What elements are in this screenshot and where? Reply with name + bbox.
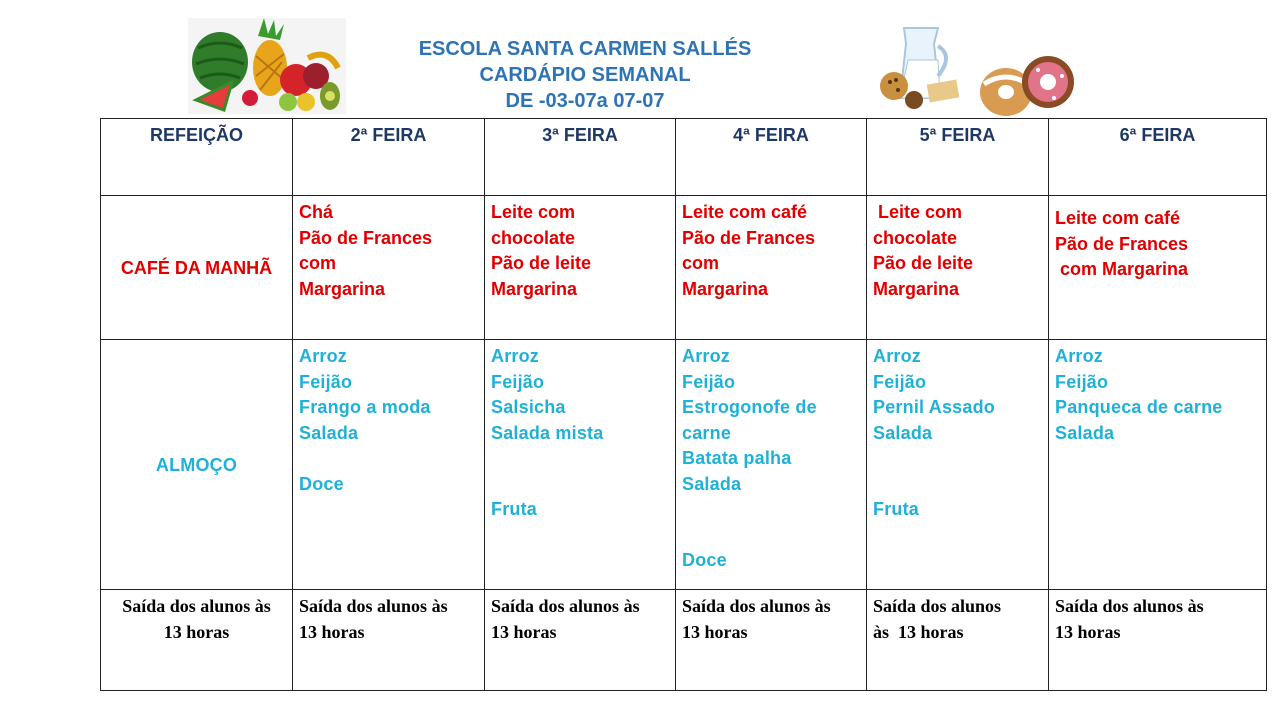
exit-text: 13 horas <box>682 621 748 642</box>
menu-item: com <box>682 253 720 273</box>
date-range: DE -03-07a 07-07 <box>505 90 665 112</box>
school-name: ESCOLA SANTA CARMEN SALLÉS <box>418 38 752 60</box>
menu-item: Feijão <box>299 371 353 392</box>
breakfast-monday <box>293 196 485 340</box>
page-title <box>340 36 830 114</box>
weekly-menu-table <box>100 118 1267 691</box>
exit-text: às 13 horas <box>873 621 964 642</box>
menu-item: com Margarina <box>1055 259 1189 279</box>
lunch-thursday <box>867 340 1049 590</box>
menu-item: Salsicha <box>491 397 566 417</box>
exit-label-line: 13 horas <box>163 621 230 642</box>
breakfast-wednesday <box>676 196 867 340</box>
header-cell-friday: 6ª FEIRA <box>1049 119 1267 196</box>
header-cell-tuesday: 3ª FEIRA <box>485 119 676 196</box>
menu-item: Salada <box>873 422 933 443</box>
menu-item: Salada <box>682 473 742 494</box>
exit-monday <box>293 590 485 691</box>
menu-item: Frango a moda <box>299 397 431 417</box>
spacer <box>682 497 860 523</box>
menu-item: Pão de leite <box>873 253 974 273</box>
menu-item: chocolate <box>491 227 576 248</box>
header-cell-monday: 2ª FEIRA <box>293 119 485 196</box>
menu-item: chocolate <box>873 227 958 248</box>
menu-item: Feijão <box>682 371 736 392</box>
exit-text: 13 horas <box>491 621 557 642</box>
menu-item: Arroz <box>491 346 540 366</box>
menu-item: Leite com café <box>1055 208 1181 228</box>
menu-item: Leite com <box>873 202 963 222</box>
menu-item: Arroz <box>299 346 348 366</box>
menu-item: Salada <box>299 422 359 443</box>
breakfast-friday <box>1049 196 1267 340</box>
menu-item: Leite com <box>491 202 576 222</box>
breakfast-row <box>101 196 1267 340</box>
menu-item: Margarina <box>299 278 386 299</box>
menu-item: Arroz <box>873 346 922 366</box>
header-cell-thursday: 5ª FEIRA <box>867 119 1049 196</box>
menu-item: Pão de Frances <box>1055 233 1189 254</box>
exit-row <box>101 590 1267 691</box>
exit-label <box>101 590 293 691</box>
spacer <box>873 446 1042 472</box>
menu-item: Chá <box>299 202 334 222</box>
menu-item: Feijão <box>1055 371 1109 392</box>
breakfast-tuesday <box>485 196 676 340</box>
exit-friday <box>1049 590 1267 691</box>
exit-text: Saída dos alunos às <box>682 596 831 616</box>
menu-item: Salada <box>1055 422 1115 443</box>
lunch-tuesday <box>485 340 676 590</box>
header-cell-meal: REFEIÇÃO <box>101 119 293 196</box>
breakfast-thursday <box>867 196 1049 340</box>
lunch-friday <box>1049 340 1267 590</box>
menu-item: Feijão <box>491 371 545 392</box>
menu-title: CARDÁPIO SEMANAL <box>479 64 691 86</box>
menu-item: Fruta <box>873 499 919 519</box>
lunch-row <box>101 340 1267 590</box>
exit-label-line: Saída dos alunos às <box>122 596 271 616</box>
header-cell-wednesday: 4ª FEIRA <box>676 119 867 196</box>
menu-item: Fruta <box>491 499 537 519</box>
menu-item: Batata palha <box>682 448 792 468</box>
menu-item: Doce <box>299 473 344 494</box>
exit-text: Saída dos alunos às <box>299 596 448 616</box>
exit-text: Saída dos alunos às <box>491 596 640 616</box>
exit-thursday <box>867 590 1049 691</box>
spacer <box>491 472 669 498</box>
menu-item: Pão de Frances <box>682 227 816 248</box>
menu-item: Margarina <box>682 278 769 299</box>
menu-item: Leite com café <box>682 202 808 222</box>
menu-item: Panqueca de carne <box>1055 397 1223 417</box>
menu-item: Pão de Frances <box>299 227 433 248</box>
lunch-wednesday <box>676 340 867 590</box>
menu-item: Pernil Assado <box>873 397 995 417</box>
exit-text: Saída dos alunos às <box>1055 596 1204 616</box>
menu-item: Feijão <box>873 371 927 392</box>
spacer <box>491 446 669 472</box>
menu-item: Doce <box>682 550 727 570</box>
milk-cookies-donuts-illustration-icon <box>866 10 1084 122</box>
menu-item: Margarina <box>873 278 960 299</box>
menu-item: com <box>299 253 337 273</box>
header-row <box>101 119 1267 196</box>
menu-item: Pão de leite <box>491 253 592 273</box>
fruits-illustration-icon <box>188 18 346 114</box>
exit-wednesday <box>676 590 867 691</box>
exit-text: Saída dos alunos <box>873 596 1002 616</box>
menu-item: Salada mista <box>491 422 604 443</box>
exit-tuesday <box>485 590 676 691</box>
spacer <box>682 523 860 549</box>
spacer <box>299 446 478 472</box>
lunch-label: ALMOÇO <box>101 340 293 590</box>
menu-item: Arroz <box>682 346 731 366</box>
exit-text: 13 horas <box>299 621 365 642</box>
menu-item: carne <box>682 422 732 443</box>
menu-item: Estrogonofe de <box>682 397 817 417</box>
exit-text: 13 horas <box>1055 621 1121 642</box>
menu-item: Margarina <box>491 278 578 299</box>
breakfast-label: CAFÉ DA MANHÃ <box>101 196 293 340</box>
spacer <box>873 472 1042 498</box>
lunch-monday <box>293 340 485 590</box>
menu-item: Arroz <box>1055 346 1104 366</box>
